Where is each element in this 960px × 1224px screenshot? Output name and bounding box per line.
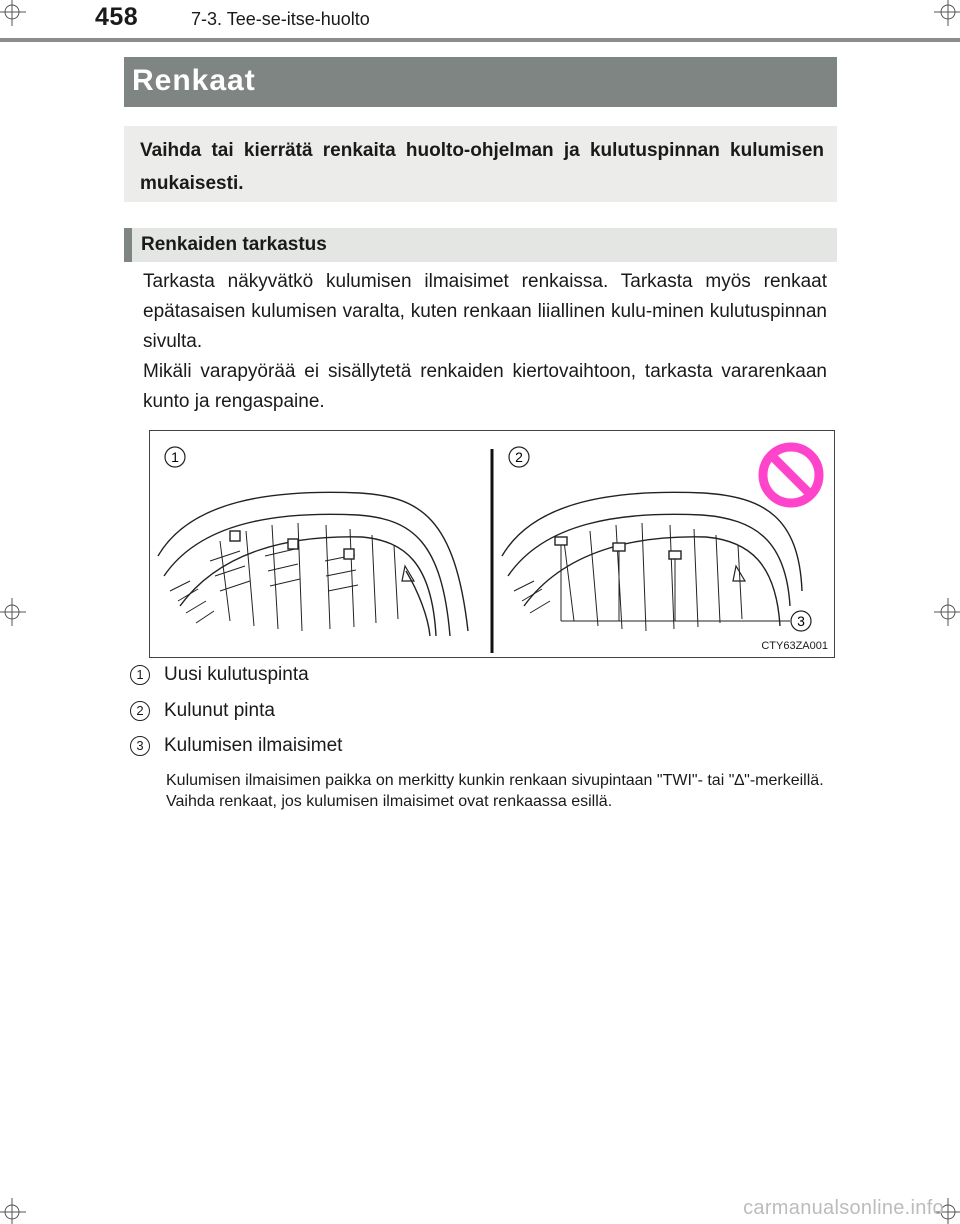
- intro-text: Vaihda tai kierrätä renkaita huolto-ohjelman ja kulutuspinnan kulumisen mukaisesti.: [140, 140, 824, 194]
- legend-item: [130, 700, 275, 722]
- note: [166, 770, 828, 812]
- callout-3: 3: [797, 613, 805, 629]
- section-heading-bar: [124, 228, 837, 262]
- tire-wear-figure: [149, 430, 835, 658]
- chapter-title: 7-3. Tee-se-itse-huolto: [191, 9, 370, 29]
- legend-number: 3: [130, 736, 150, 756]
- legend-number: 2: [130, 701, 150, 721]
- title-bar: [124, 57, 837, 107]
- note-paragraph: Kulumisen ilmaisimen paikka on merkitty kunkin renkaan sivupintaan "TWI"- tai "∆"-merkeillä.: [166, 772, 824, 789]
- watermark: carmanualsonline.info: [743, 1197, 944, 1219]
- legend-item: [130, 735, 342, 757]
- body-paragraph: Mikäli varapyörää ei sisällytetä renkaiden kiertovaihtoon, tarkasta vararenkaan kunto ja rengaspaine.: [143, 361, 827, 412]
- prohibition-icon: [763, 447, 819, 503]
- body-paragraph: Tarkasta näkyvätkö kulumisen ilmaisimet renkaissa. Tarkasta myös renkaat epätasaisen kulumisen varalta, kuten renkaan liiallinen kulu-minen kulutuspinnan sivulta.: [143, 271, 827, 352]
- section-body: [143, 267, 827, 417]
- callout-2: 2: [515, 449, 523, 465]
- legend-item: [130, 664, 309, 686]
- legend-text: Kulumisen ilmaisimet: [164, 735, 343, 756]
- legend-text: Kulunut pinta: [164, 700, 275, 721]
- legend-number: 1: [130, 665, 150, 685]
- note-paragraph: Vaihda renkaat, jos kulumisen ilmaisimet ovat renkaassa esillä.: [166, 793, 613, 810]
- tire-illustration: [150, 431, 836, 659]
- figure-code: CTY63ZA001: [761, 640, 828, 652]
- intro-box: [124, 126, 837, 202]
- legend-text: Uusi kulutuspinta: [164, 664, 309, 685]
- header-rule: [0, 38, 960, 42]
- worn-tread-tire: [502, 492, 802, 631]
- new-tread-tire: [158, 492, 468, 636]
- page-title: Renkaat: [132, 64, 256, 97]
- callout-1: 1: [171, 449, 179, 465]
- page-number: 458: [95, 3, 139, 31]
- section-heading: Renkaiden tarkastus: [141, 234, 327, 255]
